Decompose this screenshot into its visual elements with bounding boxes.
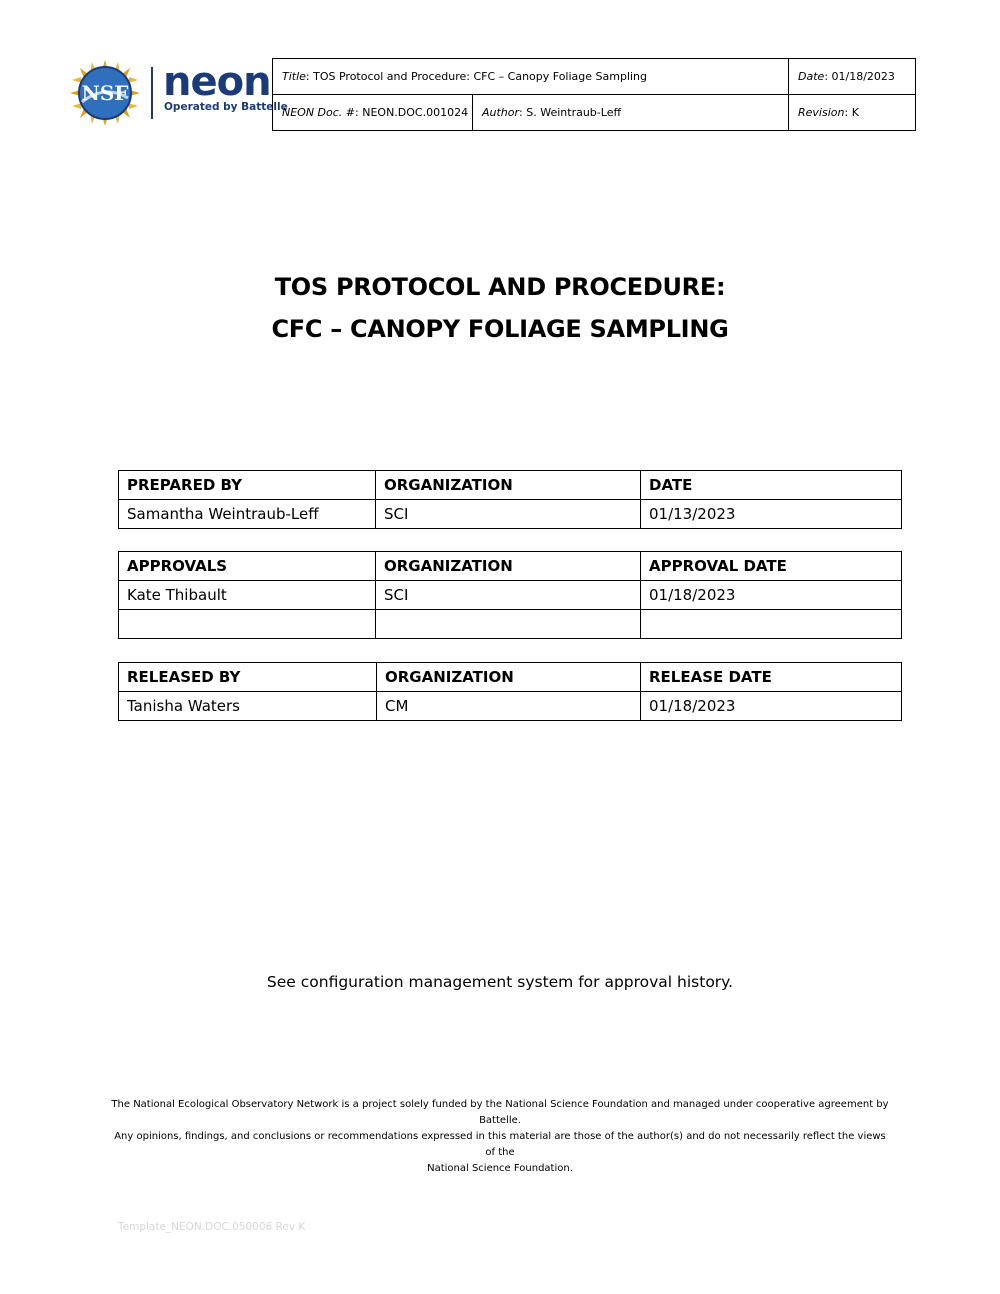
column-header: ORGANIZATION [377,663,641,692]
header-author-cell: Author: S. Weintraub-Leff [473,95,789,131]
preparer-name: Samantha Weintraub-Leff [119,500,376,529]
prepared-by-table [118,470,902,529]
approver-organization: SCI [376,581,641,610]
table-row [119,581,902,610]
column-header: RELEASED BY [119,663,377,692]
document-header-table [272,58,916,131]
table-header-row [119,552,902,581]
header-title-value: TOS Protocol and Procedure: CFC – Canopy Foliage Sampling [313,70,648,83]
table-header-row [119,663,902,692]
column-header: ORGANIZATION [376,471,641,500]
seal-letters: NSF [81,81,129,105]
approver-name: Kate Thibault [119,581,376,610]
approval-date: 01/18/2023 [641,581,902,610]
header-author-label: Author [482,106,520,119]
column-header: PREPARED BY [119,471,376,500]
header-date-cell: Date: 01/18/2023 [789,59,916,95]
logo-tagline: Operated by Battelle [164,101,288,113]
preparer-organization: SCI [376,500,641,529]
table-header-row [119,471,902,500]
disclaimer-line-3: National Science Foundation. [427,1163,573,1174]
release-date: 01/18/2023 [641,692,902,721]
column-header: APPROVALS [119,552,376,581]
releaser-organization: CM [377,692,641,721]
column-header: DATE [641,471,902,500]
header-revision-label: Revision [798,106,845,119]
column-header: RELEASE DATE [641,663,902,692]
neon-wordmark: neon [163,59,271,105]
header-date-value: 01/18/2023 [831,70,895,83]
column-header: ORGANIZATION [376,552,641,581]
approval-date [641,610,902,639]
released-by-table [118,662,902,721]
disclaimer-line-2: Any opinions, findings, and conclusions or recommendations expressed in this material are those of the author(s) and do not necessarily reflect the views of the [114,1131,886,1158]
releaser-name: Tanisha Waters [119,692,377,721]
header-author-value: S. Weintraub-Leff [526,106,622,119]
table-row [119,692,902,721]
config-management-note: See configuration management system for approval history. [266,973,734,991]
document-title-line-2: CFC – CANOPY FOLIAGE SAMPLING [271,315,729,343]
table-row [119,610,902,639]
disclaimer-line-1: The National Ecological Observatory Network is a project solely funded by the National Science Foundation and managed under cooperative agreement by Battelle. [111,1099,889,1126]
template-reference: Template_NEON.DOC.050006 Rev K [118,1221,306,1233]
header-date-label: Date [798,70,825,83]
funding-disclaimer [110,1097,890,1177]
header-doc-cell: NEON Doc. #: NEON.DOC.001024 [273,95,473,131]
logo-divider [151,67,153,119]
header-title-cell: Title: TOS Protocol and Procedure: CFC – Canopy Foliage Sampling [273,59,789,95]
approver-name [119,610,376,639]
header-title-label: Title [282,70,306,83]
document-title-line-1: TOS PROTOCOL AND PROCEDURE: [274,273,726,301]
preparer-date: 01/13/2023 [641,500,902,529]
header-doc-label: NEON Doc. # [282,106,356,119]
approvals-table [118,551,902,639]
table-row [119,500,902,529]
column-header: APPROVAL DATE [641,552,902,581]
nsf-seal-icon [68,58,142,128]
approver-organization [376,610,641,639]
header-revision-cell: Revision: K [789,95,916,131]
neon-logo [68,58,288,128]
header-revision-value: K [851,106,859,119]
header-doc-value: NEON.DOC.001024 [362,106,469,119]
